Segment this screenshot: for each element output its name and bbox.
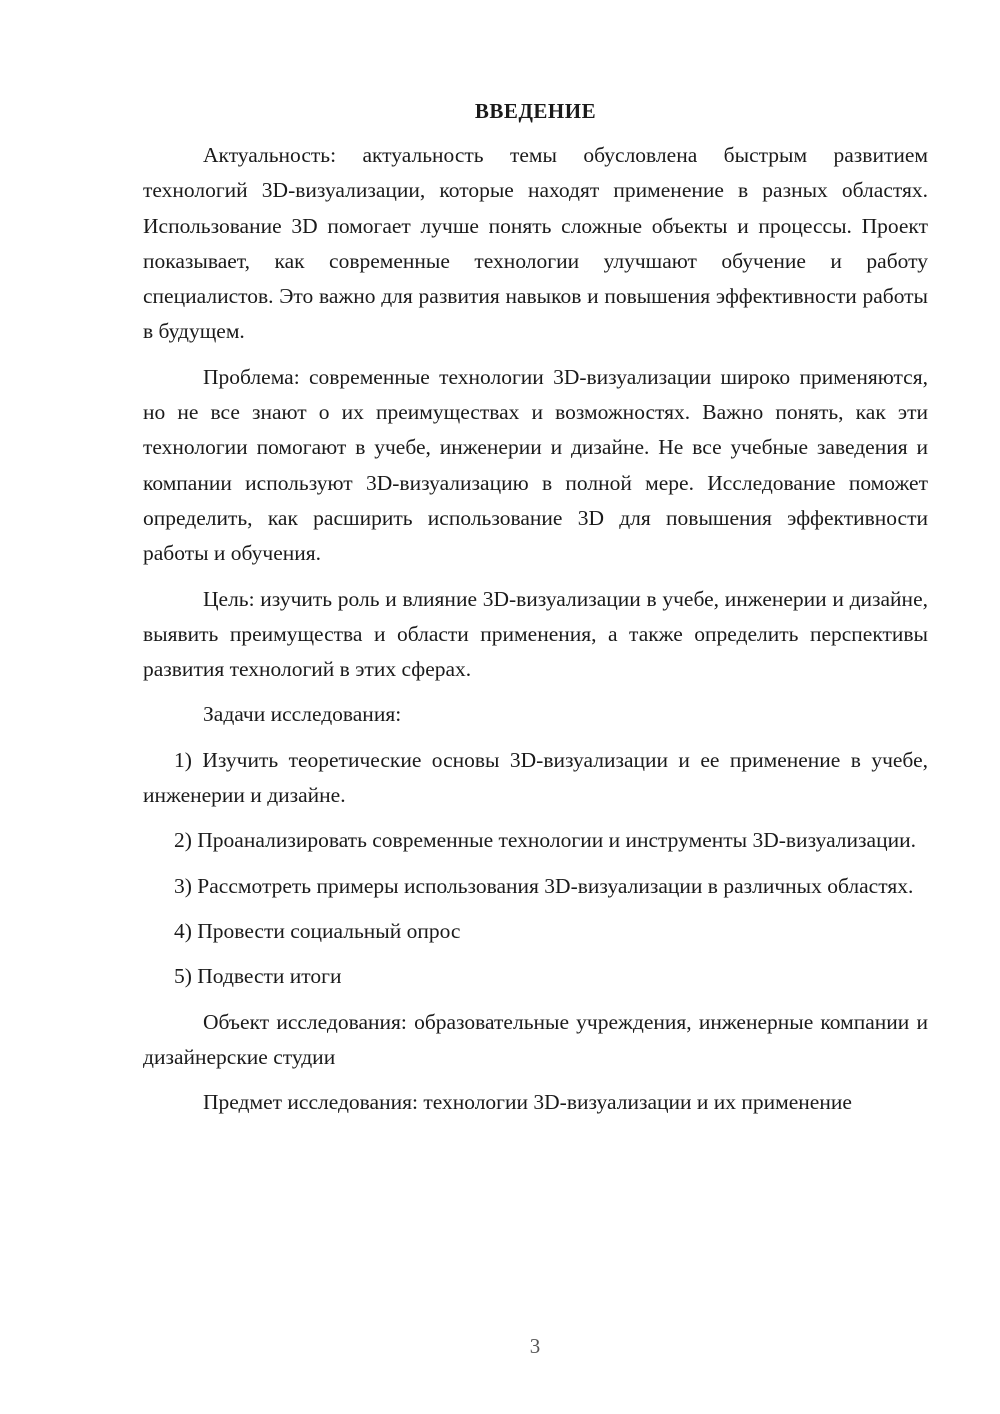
paragraph-subject: Предмет исследования: технологии 3D-визуализации и их применение xyxy=(203,1090,852,1115)
paragraph-tasks-heading: Задачи исследования: xyxy=(203,702,402,727)
paragraph-relevance: Актуальность: актуальность темы обусловлена быстрым развитием технологий 3D-визуализации, которые находят применение в разных областях. Использование 3D помогает лучше понять сложные объекты и процессы. Проект показывает, как современные технологии улучшают обучение и работу специалистов. Это важно для развития навыков и повышения эффективности работы в будущем. xyxy=(143,143,928,344)
task-item-1: 1) Изучить теоретические основы 3D-визуализации и ее применение в учебе, инженерии и дизайне. xyxy=(143,747,928,808)
paragraph-goal: Цель: изучить роль и влияние 3D-визуализации в учебе, инженерии и дизайне, выявить преимущества и области применения, а также определить перспективы развития технологий в этих сферах. xyxy=(143,586,928,682)
page-title: ВВЕДЕНИЕ xyxy=(474,99,597,123)
task-item-4: 4) Провести социальный опрос xyxy=(174,918,461,943)
paragraph-problem: Проблема: современные технологии 3D-визуализации широко применяются, но не все знают о их преимуществах и возможностях. Важно понять, как эти технологии помогают в учебе, инженерии и дизайне. Не все учебные заведения и компании используют 3D-визуализацию в полной мере. Исследование поможет определить, как расширить использование 3D для повышения эффективности работы и обучения. xyxy=(143,364,928,566)
document-page xyxy=(143,94,928,1120)
paragraph-object: Объект исследования: образовательные учреждения, инженерные компании и дизайнерские студии xyxy=(143,1009,928,1069)
task-item-5: 5) Подвести итоги xyxy=(174,964,342,989)
page-number: 3 xyxy=(529,1334,541,1358)
task-item-3: 3) Рассмотреть примеры использования 3D-визуализации в различных областях. xyxy=(174,873,914,898)
task-item-2: 2) Проанализировать современные технологии и инструменты 3D-визуализации. xyxy=(174,828,916,853)
